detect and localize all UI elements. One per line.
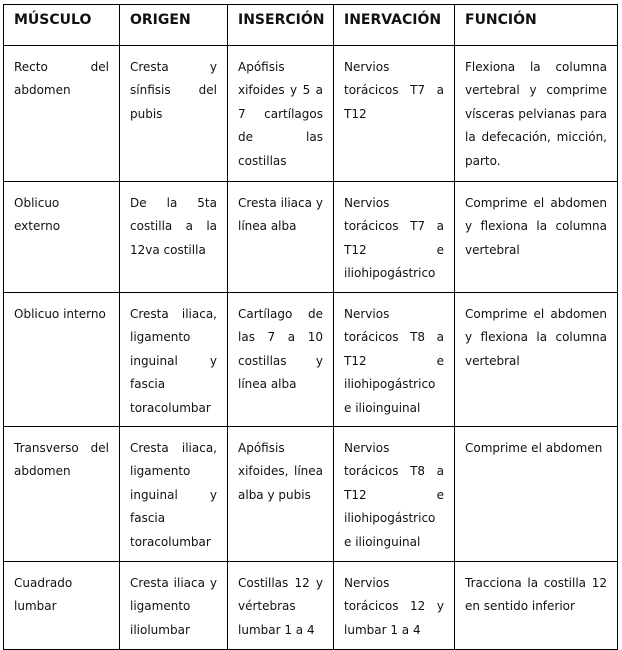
cell-funcion	[455, 182, 618, 293]
cell-text: Comprime el abdomen	[465, 441, 603, 455]
cell-text: De la 5ta costilla a la 12va costilla	[130, 196, 217, 257]
cell-text: Oblicuo externo	[14, 196, 61, 234]
cell-text: Costillas 12 y vértebras lumbar 1 a 4	[238, 576, 323, 637]
cell-insercion	[228, 293, 334, 427]
table-row	[4, 562, 618, 650]
cell-text: Flexiona la columna vertebral y comprime vísceras pelvianas para la defecación, micción, parto.	[465, 60, 607, 168]
cell-text: Cresta iliaca, ligamento inguinal y fascia toracolumbar	[130, 441, 217, 549]
cell-text: Tracciona la costilla 12 en sentido inferior	[465, 576, 607, 614]
cell-text: Cuadrado lumbar	[14, 576, 73, 614]
muscle-table	[3, 4, 618, 650]
cell-text: Nervios torácicos T8 a T12 e iliohipogástrico e ilioinguinal	[344, 441, 444, 549]
cell-text: Cresta iliaca y ligamento iliolumbar	[130, 576, 217, 637]
cell-text: Cartílago de las 7 a 10 costillas y línea alba	[238, 307, 323, 392]
cell-text: Nervios torácicos T8 a T12 e iliohipogástrico e ilioinguinal	[344, 307, 444, 415]
header-inervacion: INERVACIÓN	[334, 5, 455, 46]
cell-funcion	[455, 293, 618, 427]
header-musculo: MÚSCULO	[4, 5, 120, 46]
cell-funcion	[455, 562, 618, 650]
cell-text: Oblicuo interno	[14, 307, 106, 321]
cell-text: Cresta y sínfisis del pubis	[130, 60, 217, 121]
cell-musculo	[4, 46, 120, 182]
cell-origen	[120, 182, 228, 293]
cell-origen	[120, 293, 228, 427]
cell-inervacion	[334, 427, 455, 562]
table-row	[4, 182, 618, 293]
cell-funcion	[455, 46, 618, 182]
header-funcion: FUNCIÓN	[455, 5, 618, 46]
cell-insercion	[228, 562, 334, 650]
cell-musculo	[4, 427, 120, 562]
header-row	[4, 5, 618, 46]
cell-text: Apófisis xifoides, línea alba y pubis	[238, 441, 323, 502]
cell-inervacion	[334, 182, 455, 293]
cell-inervacion	[334, 293, 455, 427]
cell-text: Comprime el abdomen y flexiona la columna vertebral	[465, 196, 607, 257]
cell-inervacion	[334, 46, 455, 182]
cell-text: Nervios torácicos 12 y lumbar 1 a 4	[344, 576, 444, 637]
cell-funcion	[455, 427, 618, 562]
cell-text: Recto del abdomen	[14, 60, 109, 98]
cell-text: Transverso del abdomen	[14, 441, 109, 479]
cell-text: Cresta iliaca, ligamento inguinal y fascia toracolumbar	[130, 307, 217, 415]
cell-text: Nervios torácicos T7 a T12	[344, 60, 444, 121]
table-row	[4, 293, 618, 427]
cell-text: Nervios torácicos T7 a T12 e iliohipogástrico	[344, 196, 444, 281]
cell-text: Cresta iliaca y línea alba	[238, 196, 323, 234]
cell-insercion	[228, 46, 334, 182]
cell-musculo	[4, 293, 120, 427]
header-origen: ORIGEN	[120, 5, 228, 46]
cell-musculo	[4, 562, 120, 650]
cell-insercion	[228, 182, 334, 293]
cell-insercion	[228, 427, 334, 562]
cell-origen	[120, 562, 228, 650]
cell-origen	[120, 46, 228, 182]
table-row	[4, 427, 618, 562]
cell-inervacion	[334, 562, 455, 650]
header-insercion: INSERCIÓN	[228, 5, 334, 46]
cell-musculo	[4, 182, 120, 293]
table-row	[4, 46, 618, 182]
cell-text: Apófisis xifoides y 5 a 7 cartílagos de las costillas	[238, 60, 323, 168]
cell-text: Comprime el abdomen y flexiona la columna vertebral	[465, 307, 607, 368]
cell-origen	[120, 427, 228, 562]
